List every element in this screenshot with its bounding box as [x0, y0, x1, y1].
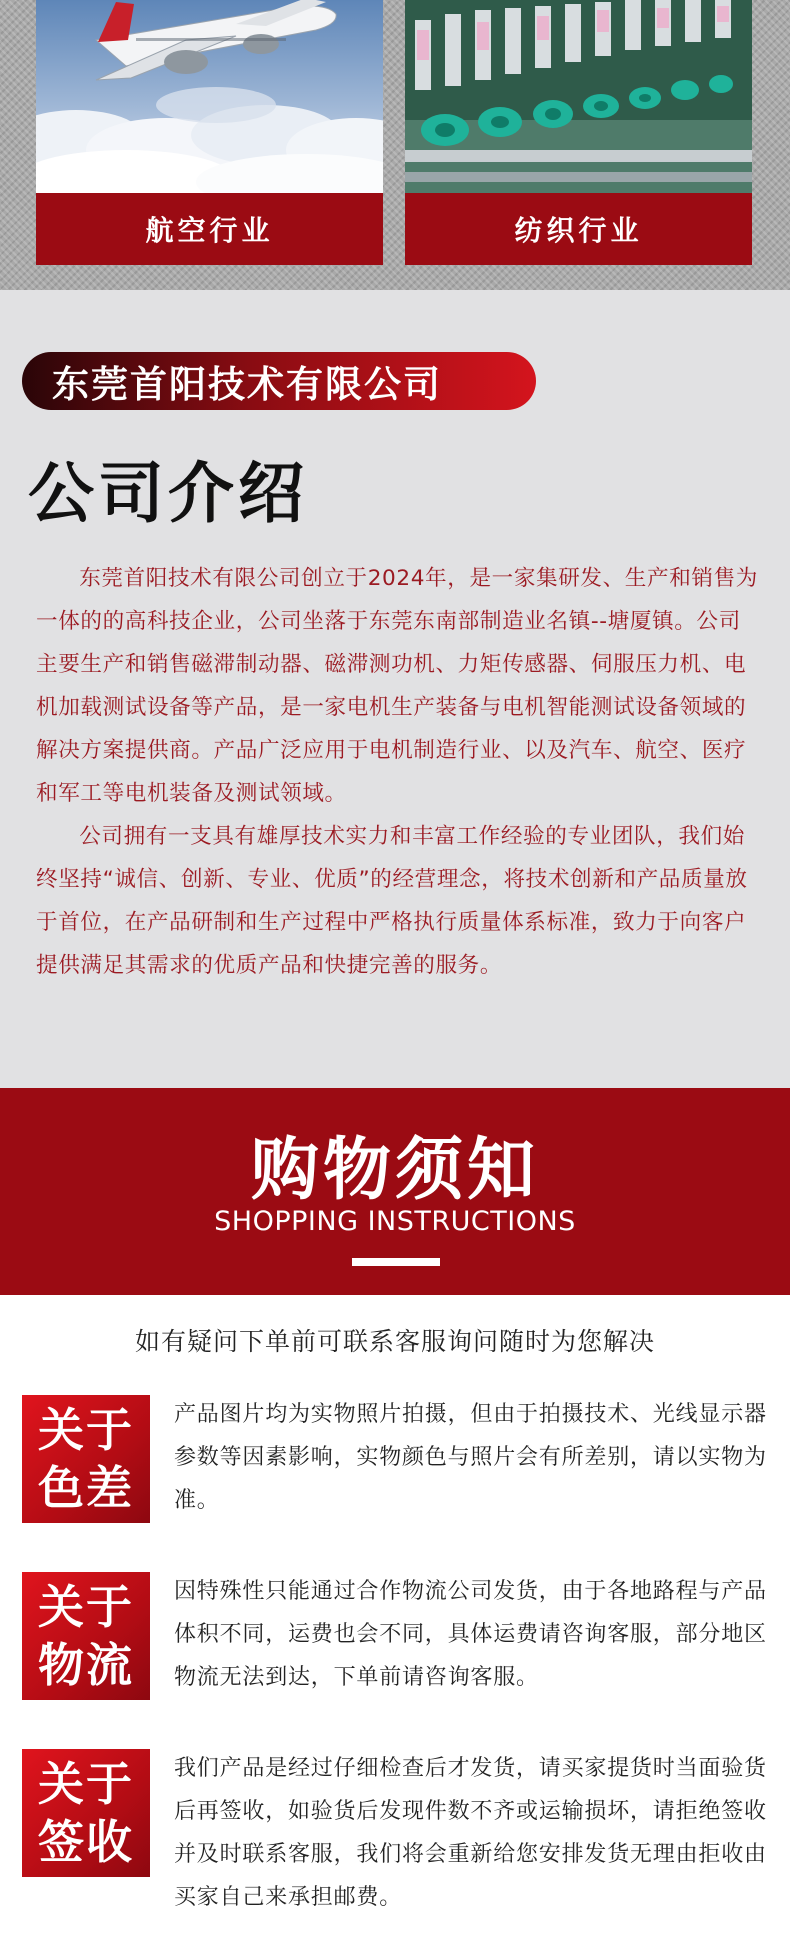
badge-bottom-text: 色差 — [38, 1461, 134, 1515]
industry-card-aviation — [36, 0, 383, 265]
textile-machine-photo — [405, 0, 752, 193]
shopping-notice-section — [0, 1295, 790, 1937]
company-intro-section — [0, 290, 790, 1088]
badge-bottom-text: 签收 — [38, 1815, 134, 1869]
industry-label-aviation: 航空行业 — [36, 193, 383, 265]
badge-signing — [22, 1749, 150, 1877]
title-underline — [352, 1258, 440, 1266]
intro-paragraph-1: 东莞首阳技术有限公司创立于2024年，是一家集研发、生产和销售为一体的的高科技企业，公司坐落于东莞东南部制造业名镇--塘厦镇。公司主要生产和销售磁滞制动器、磁滞测功机、力矩传感器、伺服压力机、电机加载测试设备等产品，是一家电机生产装备与电机智能测试设备领域的解决方案提供商。产品广泛应用于电机制造行业、以及汽车、航空、医疗和军工等电机装备及测试领域。 — [36, 566, 758, 806]
badge-top-text: 关于 — [38, 1403, 134, 1457]
badge-bottom-text: 物流 — [38, 1638, 134, 1692]
badge-top-text: 关于 — [38, 1580, 134, 1634]
industry-label-textile: 纺织行业 — [405, 193, 752, 265]
badge-color-difference — [22, 1395, 150, 1523]
notice-text-logistics: 因特殊性只能通过合作物流公司发货，由于各地路程与产品体积不同，运费也会不同，具体运费请咨询客服，部分地区物流无法到达，下单前请咨询客服。 — [174, 1579, 767, 1690]
shopping-header — [0, 1088, 790, 1295]
notice-text-signing: 我们产品是经过仔细检查后才发货，请买家提货时当面验货后再签收，如验货后发现件数不齐或运输损坏，请拒绝签收并及时联系客服，我们将会重新给您安排发货无理由拒收由买家自己来承担邮费。 — [174, 1756, 767, 1910]
shopping-title: 购物须知 — [250, 1131, 539, 1210]
industry-card-textile — [405, 0, 752, 265]
intro-body — [36, 557, 760, 987]
notice-text-color-difference: 产品图片均为实物照片拍摄，但由于拍摄技术、光线显示器参数等因素影响，实物颜色与照片会有所差别，请以实物为准。 — [174, 1402, 767, 1513]
company-name-banner: 东莞首阳技术有限公司 — [22, 352, 536, 410]
intro-paragraph-2: 公司拥有一支具有雄厚技术实力和丰富工作经验的专业团队，我们始终坚持“诚信、创新、专业、优质”的经营理念，将技术创新和产品质量放于首位，在产品研制和生产过程中严格执行质量体系标准，致力于向客户提供满足其需求的优质产品和快捷完善的服务。 — [36, 824, 748, 978]
intro-title: 公司介绍 — [28, 455, 308, 532]
shopping-subtitle: SHOPPING INSTRUCTIONS — [214, 1206, 576, 1237]
badge-logistics — [22, 1572, 150, 1700]
badge-top-text: 关于 — [38, 1757, 134, 1811]
industry-section — [0, 0, 790, 290]
airplane-photo — [36, 0, 383, 193]
notice-headline: 如有疑问下单前可联系客服询问随时为您解决 — [134, 1327, 655, 1356]
